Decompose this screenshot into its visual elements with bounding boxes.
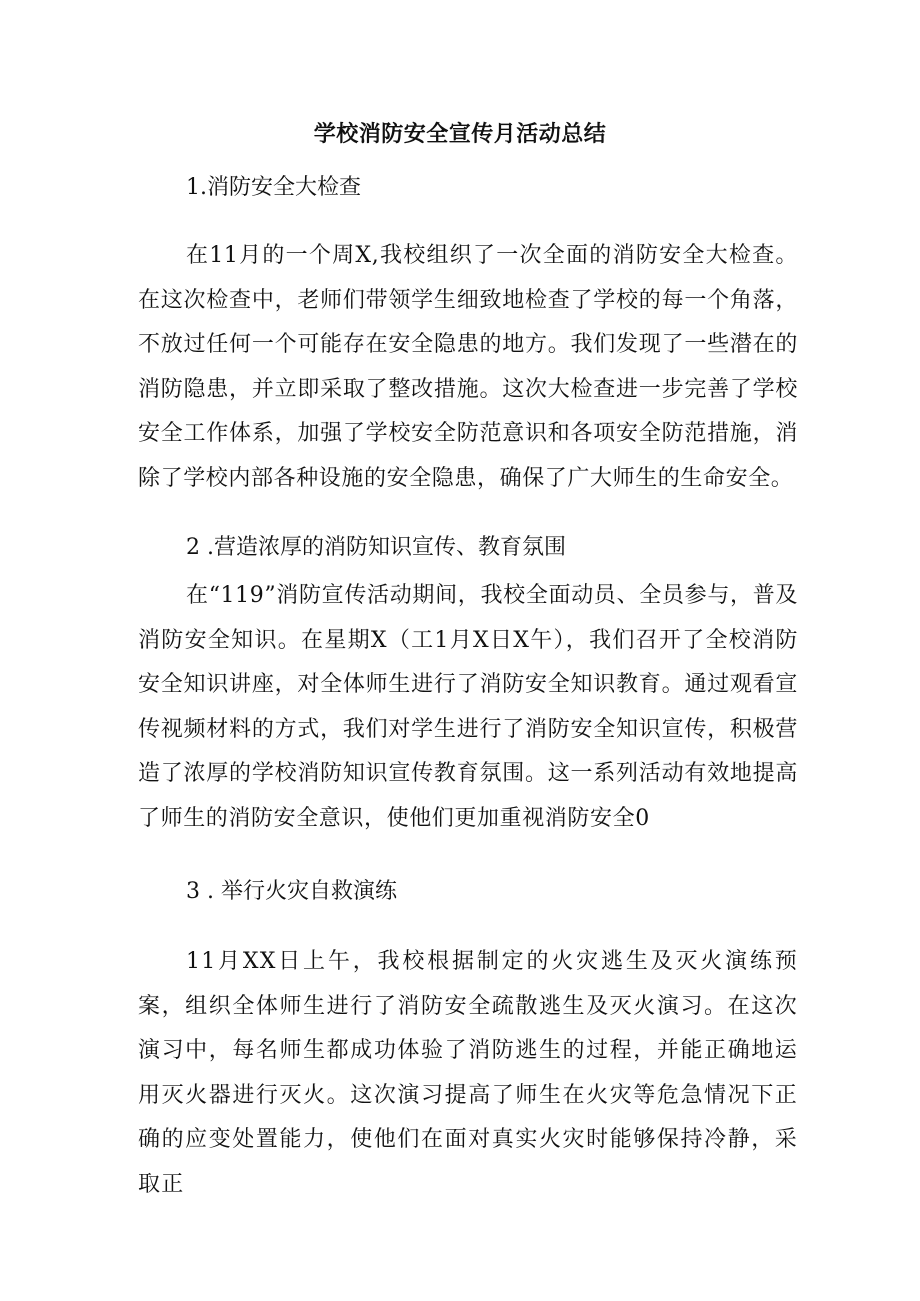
section-heading-fire-drill: 3 . 举行火灾自救演练	[186, 879, 397, 904]
section-heading-fire-inspection: 1.消防安全大检查	[186, 175, 361, 200]
section-heading-publicity: 2 .营造浓厚的消防知识宣传、教育氛围	[186, 535, 566, 560]
section-body-fire-inspection: 在11月的一个周X,我校组织了一次全面的消防安全大检查。在这次检查中，老师们带领学生细致地检查了学校的每一个角落，不放过任何一个可能存在安全隐患的地方。我们发现了一些潜在的消防隐患，并立即采取了整改措施。这次大检查进一步完善了学校安全工作体系，加强了学校安全防范意识和各项安全防范措施，消除了学校内部各种设施的安全隐患，确保了广大师生的生命安全。	[138, 243, 798, 491]
document-title: 学校消防安全宣传月活动总结	[313, 121, 607, 147]
section-body-publicity: 在“119”消防宣传活动期间，我校全面动员、全员参与，普及消防安全知识。在星期X（工1月X日X午），我们召开了全校消防安全知识讲座，对全体师生进行了消防安全知识教育。通过观看宣传视频材料的方式，我们对学生进行了消防安全知识宣传，积极营造了浓厚的学校消防知识宣传教育氛围。这一系列活动有效地提高了师生的消防安全意识，使他们更加重视消防安全0	[138, 583, 798, 831]
section-body-fire-drill: 11月XX日上午，我校根据制定的火灾逃生及灭火演练预案，组织全体师生进行了消防安全疏散逃生及灭火演习。在这次演习中，每名师生都成功体验了消防逃生的过程，并能正确地运用灭火器进行灭火。这次演习提高了师生在火灾等危急情况下正确的应变处置能力，使他们在面对真实火灾时能够保持冷静，采取正	[138, 949, 798, 1197]
